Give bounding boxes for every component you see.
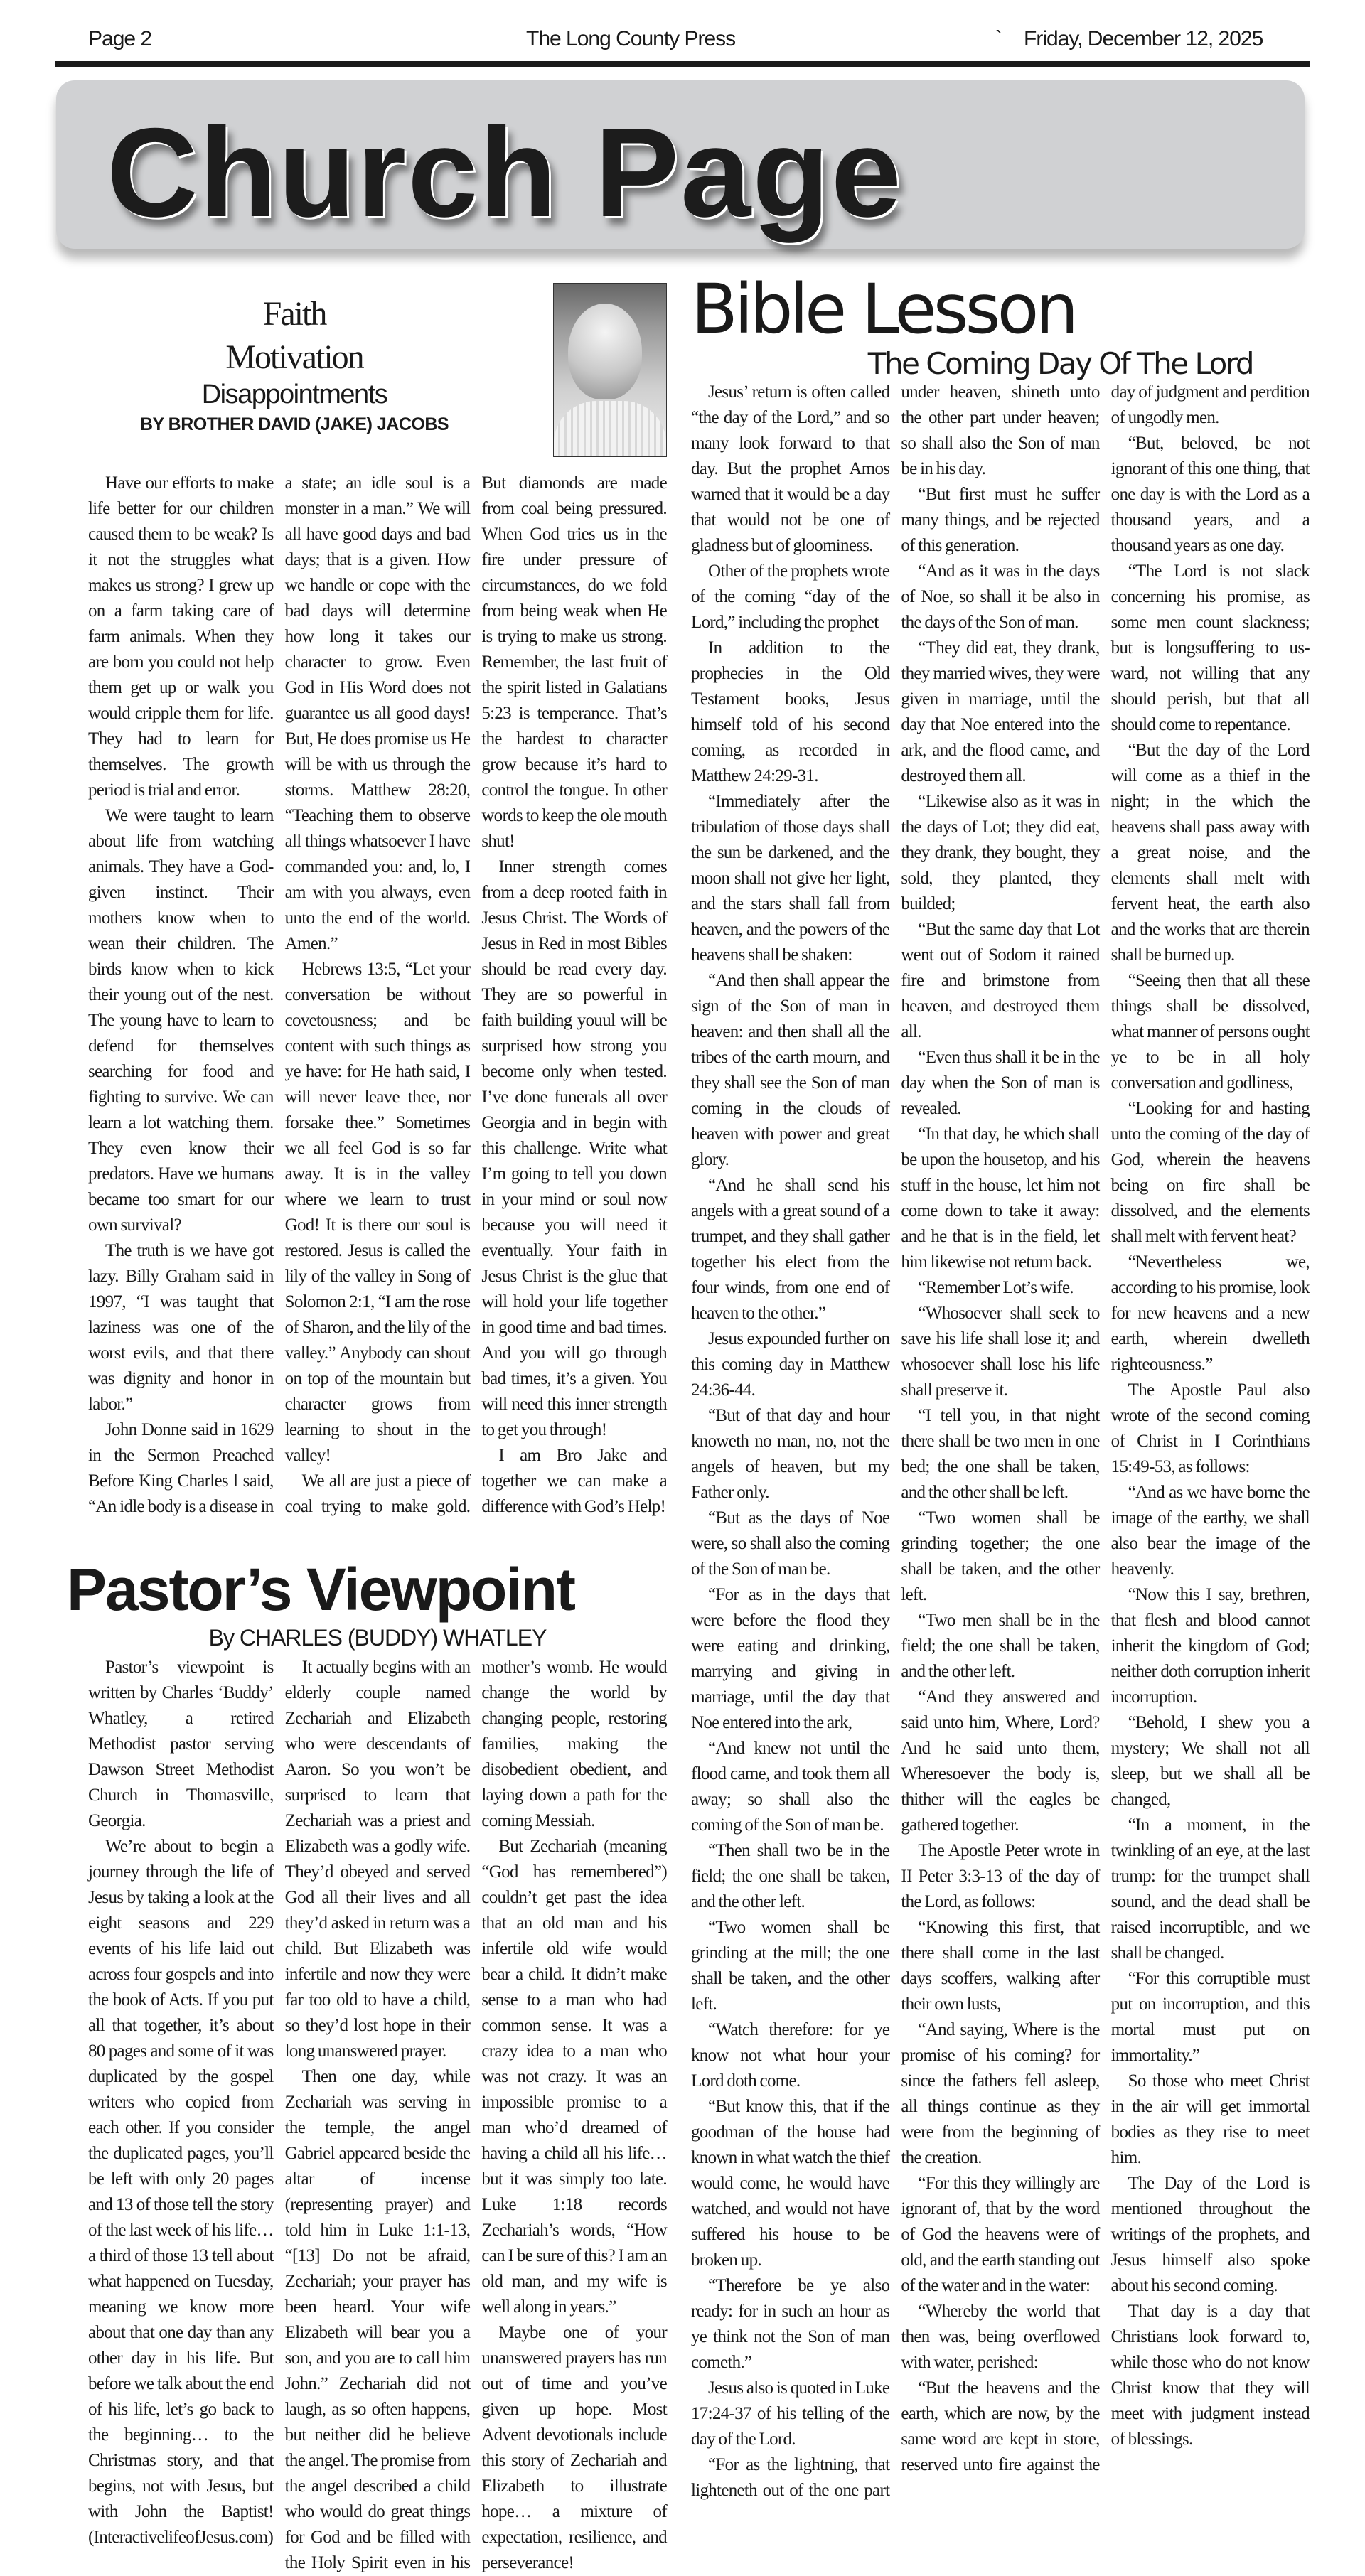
article-paragraph: “But the heavens and the earth, which are now, by the same word are kept in store, reserved unto fire against the day of judgment and perdition of ungodly men. bbox=[901, 382, 1310, 2474]
faith-heading bbox=[88, 291, 500, 471]
article-paragraph: “For this corruptible must put on incorruption, and this mortal must put on immortality.” bbox=[1110, 1969, 1310, 2065]
bible-lesson-body bbox=[691, 380, 1310, 2503]
faith-article-body bbox=[88, 471, 667, 1520]
article-paragraph: “In a moment, in the twinkling of an eye, at the last trump: for the trumpet shall sound, and the dead shall be raised incorruptible, and we shall be changed. bbox=[1110, 1815, 1310, 1963]
article-paragraph: “The Lord is not slack concerning his promise, as some men count slackness; but is longsuffering to us-ward, not willing that any should perish, but that all should come to repentance. bbox=[1110, 562, 1310, 734]
article-paragraph: “In that day, he which shall be upon the housetop, and his stuff in the house, let him not come down to take it away: and he that is in the field, let him likewise not return back. bbox=[901, 1125, 1100, 1272]
article-paragraph: John Donne said in 1629 in the Sermon Preached Before King Charles l said, “An idle body is a disease in a state; an idle soul is a monster in a man.” We will all have good days and bad days; that is a given. How we handle or cope with the bad days will determine how long it takes our character to grow. Even God in His Word does not guarantee us all good days! But, He does promise us He will be with us through the storms. Matthew 28:20, “Teaching them to observe all things whatsoever I have commanded you: and, lo, I am with you always, even unto the end of the world. Amen.” bbox=[88, 473, 471, 1516]
article-paragraph: Pastor’s viewpoint is written by Charles ‘Buddy’ Whatley, a retired Methodist pastor serving Dawson Street Methodist Church in Thomasville, Georgia. bbox=[88, 1658, 274, 1830]
article-paragraph: “Whosoever shall seek to save his life shall lose it; and whosoever shall lose his life shall preserve it. bbox=[901, 1304, 1100, 1400]
right-column-area bbox=[691, 270, 1310, 2503]
article-paragraph: “And as it was in the days of Noe, so shall it be also in the days of the Son of man. bbox=[901, 562, 1100, 632]
article-paragraph: Then one day, while Zechariah was serving in the temple, the angel Gabriel appeared beside the altar of incense (representing prayer) and told him in Luke 1:1-13, “[13] Do not be afraid, Zechariah; your prayer has been heard. Your wife Elizabeth will bear you a son, and you are to call him John.” Zechariah did not laugh, as so often happens, but neither did he believe the angel. The promise from the angel described a child who would do great things for God and be filled with the Holy Spirit even in his mother’s womb. He would change the world by changing people, restoring families, making the disobedient obedient, and laying down a path for the coming Messiah. bbox=[284, 1658, 667, 2572]
bible-lesson-title: Bible Lesson bbox=[691, 269, 1076, 349]
article-paragraph: “But the day of the Lord will come as a thief in the night; in the which the heavens shall pass away with a great noise, and the elements shall melt with fervent heat, the earth also and the works that are therein shall be burned up. bbox=[1110, 741, 1310, 965]
article-paragraph: “I tell you, in that night there shall be two men in one bed; the one shall be taken, and the other shall be left. bbox=[901, 1406, 1100, 1502]
article-paragraph: Jesus’ return is often called “the day of the Lord,” and so many look forward to that day. But the prophet Amos warned that it would be a day that would not be one of gladness but of gloominess. bbox=[691, 382, 890, 555]
article-paragraph: “But first must he suffer many things, and be rejected of this generation. bbox=[901, 485, 1100, 555]
article-paragraph: Jesus also is quoted in Luke 17:24-37 of his telling of the day of the Lord. bbox=[691, 2378, 890, 2449]
article-paragraph: “And then shall appear the sign of the Son of man in heaven: and then shall all the tribes of the earth mourn, and they shall see the Son of man coming in the clouds of heaven with power and great glory. bbox=[691, 971, 890, 1169]
article-paragraph: That day is a day that Christians look forward to, while those who do not know Christ know that they will meet with judgment instead of blessings. bbox=[1110, 2302, 1310, 2449]
article-paragraph: “Even thus shall it be in the day when the Son of man is revealed. bbox=[901, 1048, 1100, 1118]
article-paragraph: “Then shall two be in the field; the one shall be taken, and the other left. bbox=[691, 1841, 890, 1911]
bible-lesson-subtitle: The Coming Day Of The Lord bbox=[867, 346, 1253, 381]
newspaper-name: The Long County Press bbox=[526, 27, 736, 50]
article-paragraph: Inner strength comes from a deep rooted faith in Jesus Christ. The Words of Jesus in Red in most Bibles should be read every day. They are so powerful in faith building youul will be surprised how strong you become only when tested. I’ve done funerals all over Georgia and in begin with this challenge. Write what I’m going to tell you down in your mind or soul now because you will need it eventually. Your faith in Jesus Christ is the glue that will hold your life together in good time and bad times. And you will go through bad times, it’s a given. You will need this inner strength to get you through! bbox=[481, 857, 667, 1439]
article-paragraph: “Whereby the world that then was, being overflowed with water, perished: bbox=[901, 2302, 1100, 2372]
article-paragraph: I am Bro Jake and together we can make a difference with God’s Help! bbox=[481, 1446, 667, 1516]
article-paragraph: “But, beloved, be not ignorant of this one thing, that one day is with the Lord as a thousand years, and a thousand years as one day. bbox=[1110, 434, 1310, 555]
article-paragraph: “Seeing then that all these things shall be dissolved, what manner of persons ought ye to be in all holy conversation and godliness, bbox=[1110, 971, 1310, 1093]
article-paragraph: “But as the days of Noe were, so shall also the coming of the Son of man be. bbox=[691, 1508, 890, 1579]
article-paragraph: “And knew not until the flood came, and took them all away; so shall also the coming of the Son of man be. bbox=[691, 1739, 890, 1835]
pastor-byline: By CHARLES (BUDDY) WHATLEY bbox=[208, 1625, 547, 1651]
article-paragraph: “For as the lightning, that lighteneth out of the one part under heaven, shineth unto the other part under heaven; so shall also the Son of man be in his day. bbox=[691, 382, 1100, 2500]
article-paragraph: It actually begins with an elderly couple named Zechariah and Elizabeth who were descendants of Aaron. So you won’t be surprised to learn that Zechariah was a priest and Elizabeth was a godly wife. They’d obeyed and served God all their lives and all they’d asked in return was a child. But Elizabeth was infertile and now they were far too old to have a child, so they’d lost hope in their long unanswered prayer. bbox=[284, 1658, 471, 2061]
article-paragraph: The Apostle Peter wrote in II Peter 3:3-13 of the day of the Lord, as follows: bbox=[901, 1841, 1100, 1911]
article-paragraph: “But of that day and hour knoweth no man, no, not the angels of heaven, but my Father only. bbox=[691, 1406, 890, 1502]
article-paragraph: “But the same day that Lot went out of Sodom it rained fire and brimstone from heaven, and destroyed them all. bbox=[901, 920, 1100, 1041]
article-paragraph: So those who meet Christ in the air will get immortal bodies as they rise to meet him. bbox=[1110, 2071, 1310, 2167]
article-paragraph: “Two women shall be grinding at the mill; the one shall be taken, and the other left. bbox=[691, 1918, 890, 2014]
article-paragraph: The truth is we have got lazy. Billy Graham said in 1997, “I was taught that laziness was one of the worst evils, and that there was dignity and honor in labor.” bbox=[88, 1241, 274, 1414]
article-paragraph: Maybe one of your unanswered prayers has run out of time and you’ve given up hope. Most Advent devotionals include this story of Zechariah and Elizabeth to illustrate hope… a mixture of expectation, resilience, and perseverance! bbox=[481, 2323, 667, 2572]
article-paragraph: “Remember Lot’s wife. bbox=[918, 1278, 1074, 1297]
article-paragraph: Other of the prophets wrote of the coming “day of the Lord,” including the prophet bbox=[691, 562, 890, 632]
article-paragraph: “And he shall send his angels with a great sound of a trumpet, and they shall gather together his elect from the four winds, from one end of heaven to the other.” bbox=[691, 1176, 890, 1323]
article-paragraph: “Nevertheless we, according to his promise, look for new heavens and a new earth, wherein dwelleth righteousness.” bbox=[1110, 1252, 1310, 1374]
article-paragraph: “They did eat, they drank, they married wives, they were given in marriage, until the day that Noe entered into the ark, and the flood came, and destroyed them all. bbox=[901, 638, 1100, 785]
article-paragraph: “Looking for and hasting unto the coming of the day of God, wherein the heavens being on fire shall be dissolved, and the elements shall melt with fervent heat? bbox=[1110, 1099, 1310, 1246]
faith-title-line2: Motivation bbox=[225, 338, 363, 376]
article-paragraph: “For as in the days that were before the flood they were eating and drinking, marrying and giving in marriage, until the day that Noe entered into the ark, bbox=[691, 1585, 890, 1732]
faith-title-line3: Disappointments bbox=[201, 380, 387, 409]
pastor-viewpoint-title: Pastor’s Viewpoint bbox=[67, 1556, 574, 1623]
article-paragraph: “Knowing this first, that there shall come in the last days scoffers, walking after their own lusts, bbox=[901, 1918, 1100, 2014]
article-paragraph: “And they answered and said unto him, Where, Lord? And he said unto them, Wheresoever the body is, thither will the eagles be gathered together. bbox=[901, 1687, 1100, 1835]
article-paragraph: “For this they willingly are ignorant of, that by the word of God the heavens were of old, and the earth standing out of the water and in the water: bbox=[901, 2174, 1100, 2295]
article-paragraph: “Immediately after the tribulation of those days shall the sun be darkened, and the moon shall not give her light, and the stars shall fall from heaven, and the powers of the heavens shall be shaken: bbox=[691, 792, 890, 965]
article-paragraph: Have our efforts to make life better for our children caused them to be weak? Is it not the struggles what makes us strong? I grew up on a farm taking care of farm animals. When they are born you could not help them get up or walk you would cripple them for life. They had to learn for themselves. The growth period is trial and error. bbox=[88, 473, 274, 800]
article-paragraph: Jesus expounded further on this coming day in Matthew 24:36-44. bbox=[691, 1329, 890, 1400]
left-column-area bbox=[67, 291, 667, 2576]
article-paragraph: “And saying, Where is the promise of his coming? for since the fathers fell asleep, all things continue as they were from the beginning of the creation. bbox=[901, 2020, 1100, 2167]
article-paragraph: “Behold, I shew you a mystery; We shall not all sleep, but we shall all be changed, bbox=[1110, 1713, 1310, 1809]
article-paragraph: In addition to the prophecies in the Old Testament books, Jesus himself told of his second coming, as recorded in Matthew 24:29-31. bbox=[691, 638, 890, 785]
article-paragraph: Hebrews 13:5, “Let your conversation be without covetousness; and be content with such things as ye have: for He hath said, I will never leave thee, nor forsake thee.” Sometimes we all feel God is so far away. It is in the valley where we learn to trust God! It is there our soul is restored. Jesus is called the lily of the valley in Song of Solomon 2:1, “I am the rose of Sharon, and the lily of the valley.” Anybody can shout on top of the mountain but character grows from learning to shout in the valley! bbox=[284, 960, 471, 1465]
header-rule bbox=[55, 61, 1310, 67]
faith-byline: BY BROTHER DAVID (JAKE) JACOBS bbox=[139, 414, 449, 434]
article-paragraph: “Likewise also as it was in the days of Lot; they did eat, they drank, they bought, they sold, they planted, they builded; bbox=[901, 792, 1100, 913]
section-title: Church Page bbox=[107, 102, 903, 243]
article-paragraph: The Apostle Paul also wrote of the second coming of Christ in I Corinthians 15:49-53, as follows: bbox=[1110, 1380, 1310, 1476]
article-paragraph: “But know this, that if the goodman of the house had known in what watch the thief would come, he would have watched, and would not have suffered his house to be broken up. bbox=[691, 2097, 890, 2270]
stray-mark: ` bbox=[995, 27, 1002, 50]
article-paragraph: But Zechariah (meaning “God has remembered”) couldn’t get past the idea that an old man and his infertile old wife would bear a child. It didn’t make sense to a man who had common sense. It was a crazy idea to a man who was not crazy. It was an impossible promise to a man who’d dreamed of having a child all his life… but it was simply too late. Luke 1:18 records Zechariah’s words, “How can I be sure of this? I am an old man, and my wife is well along in years.” bbox=[481, 1837, 667, 2317]
article-paragraph: “Two women shall be grinding together; the one shall be taken, and the other left. bbox=[901, 1508, 1100, 1604]
pastor-article-body bbox=[88, 1655, 667, 2576]
article-paragraph: “And as we have borne the image of the earthy, we shall also bear the image of the heavenly. bbox=[1110, 1483, 1310, 1579]
faith-title-line1: Faith bbox=[262, 295, 326, 333]
article-paragraph: We all are just a piece of coal trying to make gold. But diamonds are made from coal being pressured. When God tries us in the fire under pressure of circumstances, do we fold from being weak when He is trying to make us strong. Remember, the last fruit of the spirit listed in Galatians 5:23 is temperance. That’s the hardest to character grow because it’s hard to control the tongue. In other words to keep the ole mouth shut! bbox=[284, 473, 667, 1516]
article-paragraph: The Day of the Lord is mentioned throughout the writings of the prophets, and Jesus himself also spoke about his second coming. bbox=[1110, 2174, 1310, 2295]
article-paragraph: We were taught to learn about life from watching animals. They have a God-given instinct. Their mothers know when to wean their children. The birds know when to kick their young out of the nest. The young have to learn to defend for themselves searching for food and fighting to survive. We can learn a lot watching them. They even know their predators. Have we humans became too smart for our own survival? bbox=[88, 806, 274, 1235]
article-paragraph: “Watch therefore: for ye know not what hour your Lord doth come. bbox=[691, 2020, 890, 2091]
article-paragraph: “Now this I say, brethren, that flesh and blood cannot inherit the kingdom of God; neither doth corruption inherit incorruption. bbox=[1110, 1585, 1310, 1707]
article-paragraph: “Therefore be ye also ready: for in such an hour as ye think not the Son of man cometh.” bbox=[691, 2276, 890, 2372]
article-paragraph: “Two men shall be in the field; the one shall be taken, and the other left. bbox=[901, 1611, 1100, 1681]
page-number: Page 2 bbox=[88, 27, 152, 50]
article-paragraph: We’re about to begin a journey through the life of Jesus by taking a look at the eight seasons and 229 events of his life laid out across four gospels and into the book of Acts. If you put all that together, it’s about 80 pages and some of it was duplicated by the gospel writers who copied from each other. If you consider the duplicated pages, you’ll be left with only 20 pages and 13 of those tell the story of the last week of his life… a third of those 13 tell about what happened on Tuesday, meaning we know more about that one day than any other day in his life. But before we talk about the end of his life, let’s go back to the beginning… to the Christmas story, and that begins, not with Jesus, but with John the Baptist! (InteractivelifeofJesus.com) bbox=[88, 1837, 274, 2547]
issue-date: Friday, December 12, 2025 bbox=[1024, 27, 1263, 50]
